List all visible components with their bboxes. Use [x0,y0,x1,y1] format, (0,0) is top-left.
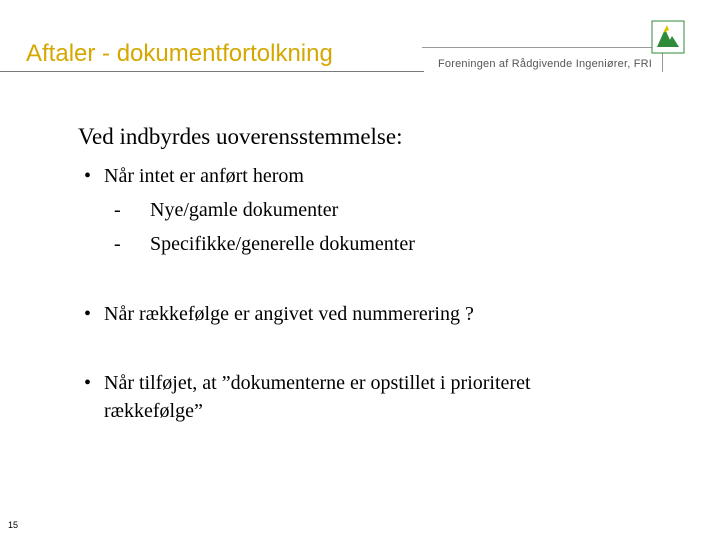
fri-logo-icon [651,20,685,54]
bullet-text-3-line-1: Når tilføjet, at ”dokumenterne er opstillet i prioriteret [104,372,531,394]
subitem-marker: - [114,199,121,221]
organization-name: Foreningen af Rådgivende Ingeniører, FRI [438,58,653,70]
title-underline [0,71,424,72]
slide-title: Aftaler - dokumentfortolkning [26,40,333,67]
bullet-text-2: Når rækkefølge er angivet ved nummerering ? [104,303,474,325]
bullet-text-1: Når intet er anført herom [104,165,304,187]
page-number: 15 [8,520,19,530]
bullet-marker: • [84,165,92,187]
bullet-text-3-line-2: rækkefølge” [104,400,203,422]
bullet-marker: • [84,372,92,394]
subitem-text-2: Specifikke/generelle dokumenter [150,233,415,255]
section-heading: Ved indbyrdes uoverensstemmelse: [78,124,403,149]
bullet-marker: • [84,303,92,325]
subitem-text-1: Nye/gamle dokumenter [150,199,339,221]
subitem-marker: - [114,233,121,255]
